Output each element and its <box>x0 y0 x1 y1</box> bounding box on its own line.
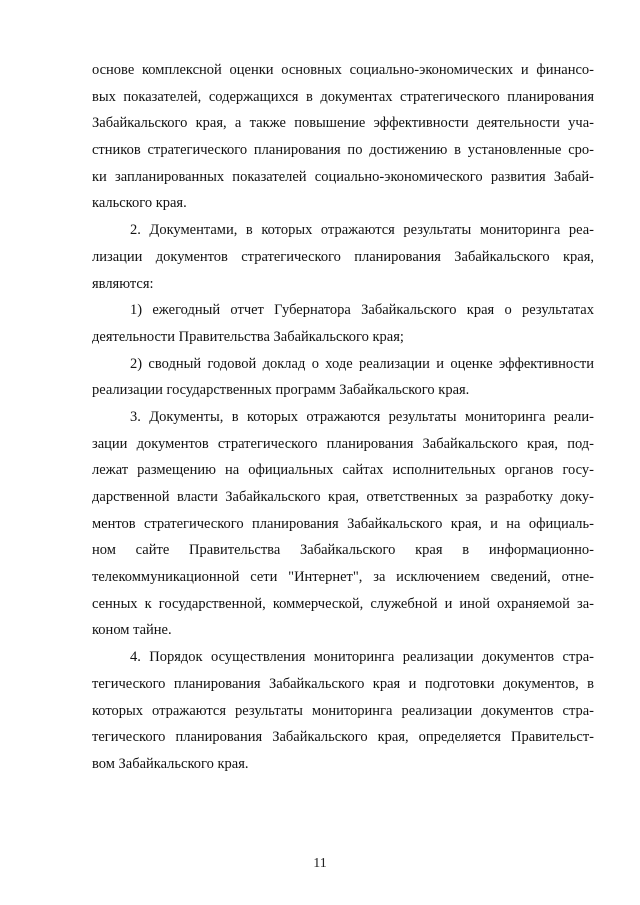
page-number: 11 <box>313 856 327 871</box>
text-line: ки запланированных показателей социально-экономического развития Забай- <box>92 168 594 185</box>
text-line: лежат размещению на официальных сайтах исполнительных органов госу- <box>92 462 594 479</box>
text-line: коном тайне. <box>92 622 172 639</box>
text-line: 2. Документами, в которых отражаются результаты мониторинга реа- <box>130 222 594 239</box>
text-line: 3. Документы, в которых отражаются результаты мониторинга реали- <box>130 408 594 425</box>
text-line: которых отражаются результаты мониторинга реализации документов стра- <box>92 702 594 719</box>
text-line: ментов стратегического планирования Забайкальского края, и на официаль- <box>92 515 594 532</box>
text-line: зации документов стратегического планирования Забайкальского края, под- <box>92 435 594 452</box>
text-line: тегического планирования Забайкальского края и подготовки документов, в <box>92 675 594 692</box>
text-line: кальского края. <box>92 195 187 212</box>
text-line: лизации документов стратегического планирования Забайкальского края, <box>92 248 594 265</box>
text-line: тегического планирования Забайкальского края, определяется Правительст- <box>92 729 594 746</box>
text-line: ном сайте Правительства Забайкальского края в информационно- <box>92 542 594 559</box>
text-line: телекоммуникационной сети "Интернет", за исключением сведений, отне- <box>92 569 594 586</box>
text-line: 4. Порядок осуществления мониторинга реализации документов стра- <box>130 649 594 666</box>
text-line: основе комплексной оценки основных социально-экономических и финансо- <box>92 62 594 78</box>
text-line: вом Забайкальского края. <box>92 755 249 772</box>
text-line: 2) сводный годовой доклад о ходе реализации и оценке эффективности <box>130 355 594 372</box>
text-line: Забайкальского края, а также повышение эффективности деятельности уча- <box>92 115 594 132</box>
text-line: являются: <box>92 275 154 292</box>
text-line: деятельности Правительства Забайкальского края; <box>92 328 404 345</box>
text-line: реализации государственных программ Забайкальского края. <box>92 382 470 399</box>
text-line: вых показателей, содержащихся в документах стратегического планирования <box>92 88 594 105</box>
text-line: стников стратегического планирования по достижению в установленные сро- <box>92 142 594 159</box>
text-lines <box>92 57 594 778</box>
text-line: дарственной власти Забайкальского края, ответственных за разработку доку- <box>92 489 594 505</box>
text-line: 1) ежегодный отчет Губернатора Забайкальского края о результатах <box>130 302 594 319</box>
document-body <box>92 57 594 778</box>
text-line: сенных к государственной, коммерческой, служебной и иной охраняемой за- <box>92 595 594 612</box>
